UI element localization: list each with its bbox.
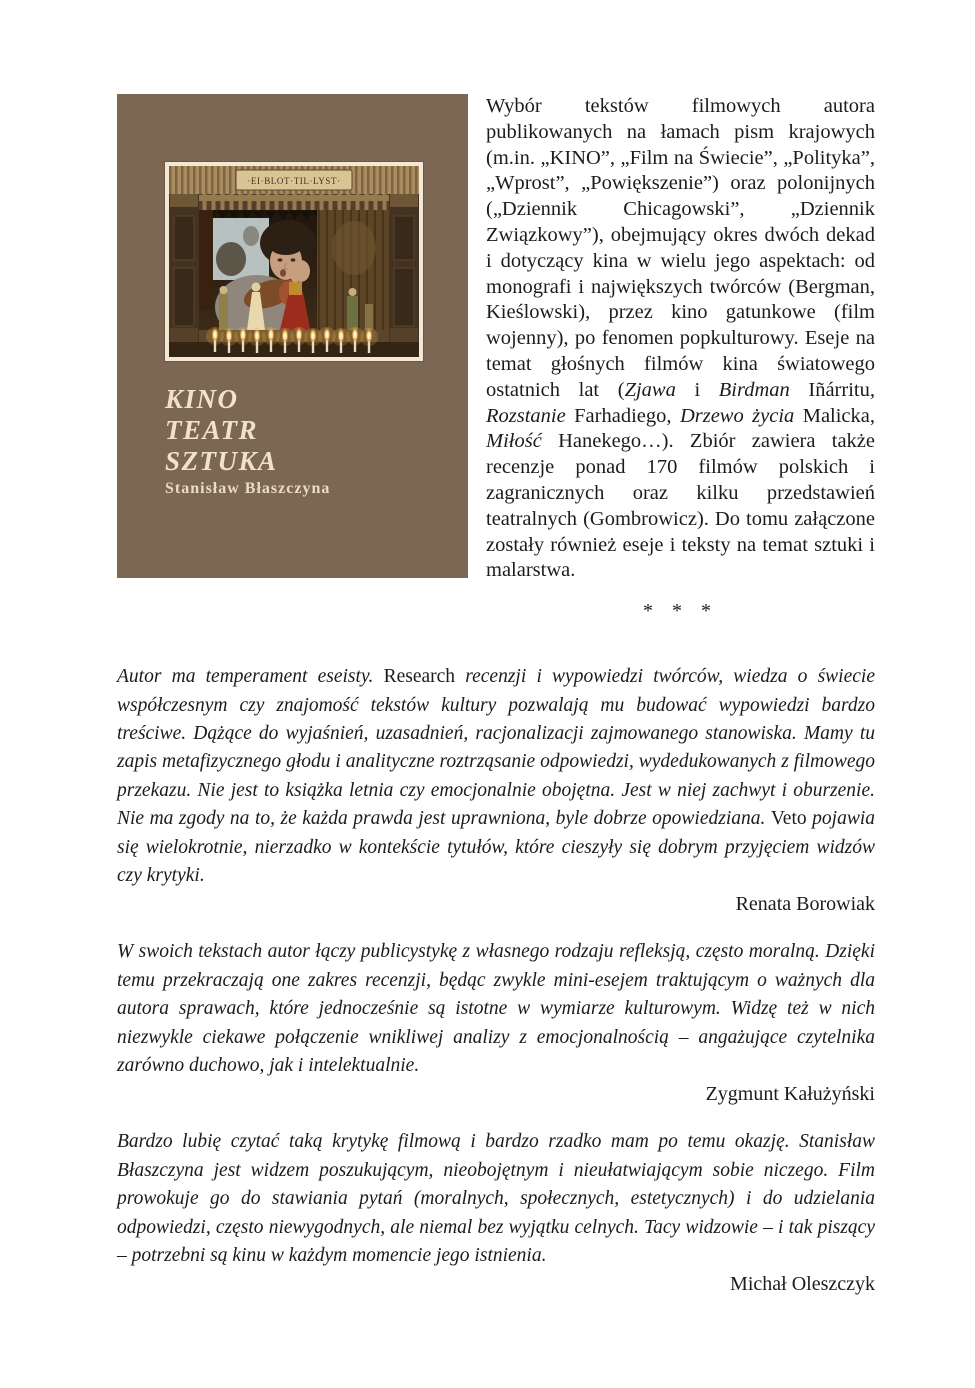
stage-front [169, 342, 419, 357]
cover-title-line: SZTUKA [165, 446, 278, 476]
testimonial-signature: Zygmunt Kałużyński [705, 1083, 875, 1106]
cover-title-line: KINO [165, 384, 239, 414]
testimonial-quote: W swoich tekstach autor łączy publicystykę z własnego rodzaju refleksją, często moralną. Dzięki temu przekraczają one zakres recenzji, będąc zwykle mini-esejem traktującym o ważnych dla autora sprawach, które jednocześnie są istotne w wymiarze kulturowym. Widzę też w nich niezwykle ciekawe połączenie wnikliwej analizy z emocjonalnością – angażujące czytelnika zarówno duchowo, jak i intelektualnie. [117, 941, 875, 1077]
theater-frieze [169, 166, 419, 194]
testimonial-block [117, 1128, 875, 1296]
section-separator: * * * [643, 600, 718, 623]
testimonials-section [0, 623, 975, 1296]
testimonial-quote: Autor ma temperament eseisty. Research recenzji i wypowiedzi twórców, wiedza o świecie współczesnym czy znajomość tekstów kultury pozwalają mu budować wypowiedzi bardzo treściwe. Dążące do wyjaśnień, uzasadnień, racjonalizacji zajmowanego stanowiska. Mamy tu zapis metafizycznego głodu i analityczne roztrząsanie odpowiedzi, wydedukowanych z filmowego przekazu. Nie jest to książka letnia czy emocjonalnie obojętna. Jest w niej zachwyt i oburzenie. Nie ma zgody na to, że każda prawda jest uprawniona, byle dobrze opowiedziana. Veto pojawia się wielokrotnie, nierzadko w kontekście tytułów, które cieszyły się dobrym przyjęciem widzów czy krytyki. [117, 666, 875, 886]
testimonial-block [117, 938, 875, 1106]
testimonial-signature: Michał Oleszczyk [730, 1273, 875, 1296]
testimonial-block [117, 663, 875, 916]
book-description: Wybór tekstów filmowych autora publikowanych na łamach pism krajowych (m.in. „KINO”, „Film na Świecie”, „Polityka”, „Wprost”, „Powiększenie”) oraz polonijnych („Dziennik Chicagowski”, „Dziennik Związkowy”), obejmujący okres dwóch dekad i dotyczący kina w wielu jego aspektach: od monografi i największych twórców (Bergman, Kieślowski), przez kino gatunkowe (film wojenny), po fenomen popkulturowy. Eseje na temat głośnych filmów kina światowego ostatnich lat (Zjawa i Birdman Iñárritu, Rozstanie Farhadiego, Drzewo życia Malicka, Miłość Hanekego…). Zbiór zawiera także recenzje ponad 170 filmów polskich i zagranicznych oraz kilku przedstawień teatralnych (Gombrowicz). Do tomu załączone zostały również eseje i teksty na temat sztuki i malarstwa. [486, 95, 876, 582]
theater-dentil-band [199, 194, 389, 210]
description-column [486, 94, 875, 623]
top-section [0, 0, 975, 623]
cover-photo-frame [165, 162, 423, 361]
theater-left-column [169, 194, 199, 344]
cover-author: Stanisław Błaszczyna [165, 480, 331, 497]
toy-theater-illustration [169, 166, 419, 357]
cover-title-line: TEATR [165, 415, 259, 445]
testimonial-quote: Bardzo lubię czytać taką krytykę filmową i bardzo rzadko mam po temu okazję. Stanisław Błaszczyna jest widzem poszukującym, nieobojętnym i nieułatwiającym sobie niczego. Film prowokuje go do stawiania pytań (moralnych, społecznych, estetycznych) i do udzielania odpowiedzi, często niewygodnych, ale niemal bez wyjątku celnych. Tacy widzowie – i tak piszący – potrzebni są kinu w każdym momencie jego istnienia. [117, 1131, 875, 1267]
photo-plaque-text: ·EI·BLOT·TIL·LYST· [247, 176, 341, 186]
testimonial-signature: Renata Borowiak [735, 893, 875, 916]
book-cover [117, 94, 468, 578]
theater-right-column [389, 194, 419, 344]
cover-title [165, 384, 278, 477]
